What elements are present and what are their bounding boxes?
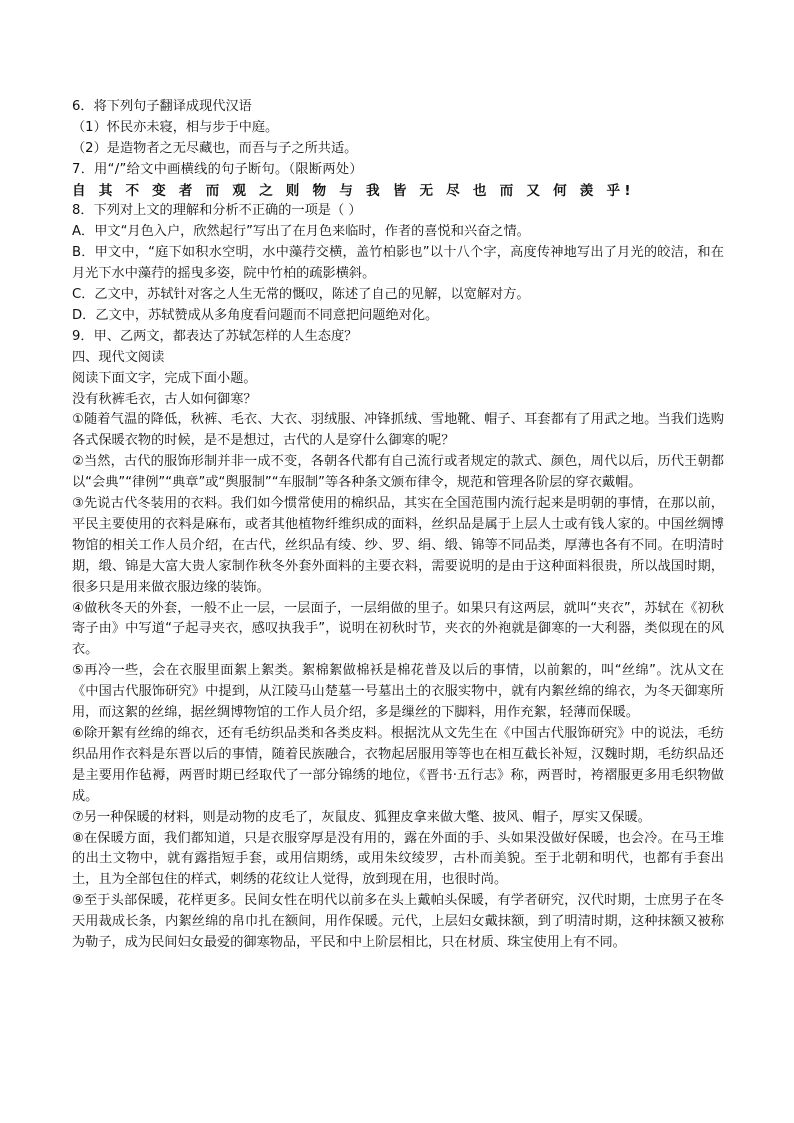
q6-item-1: （1）怀民亦未寝，相与步于中庭。 (72, 119, 279, 135)
q6-title: 6．将下列句子翻译成现代汉语 (72, 99, 252, 114)
q8-option-a: A．甲文“月色入户，欣然起行”写出了在月色来临时，作者的喜悦和兴奋之情。 (72, 224, 530, 240)
paragraph-7: ⑦另一种保暖的材料，则是动物的皮毛了，灰鼠皮、狐狸皮拿来做大氅、披风、帽子，厚实又保暖。 (72, 809, 651, 825)
paragraph-2: ②当然，古代的服饰形制并非一成不变，各朝各代都有自己流行或者规定的款式、颜色，周代以后，历代王朝都以“会典”“律例”“典章”或“舆服制”“车服制”等各种条文颁布律令，规范和管理各阶层的穿衣戴帽。 (72, 454, 724, 491)
q8-option-d: D．乙文中，苏轼赞成从多角度看问题而不同意把问题绝对化。 (72, 307, 439, 323)
paragraph-1: ①随着气温的降低，秋裤、毛衣、大衣、羽绒服、冲锋抓绒、雪地靴、帽子、耳套都有了用武之地。当我们选购各式保暖衣物的时候，是不是想过，古代的人是穿什么御寒的呢？ (72, 412, 724, 449)
q6-item-2: （2）是造物者之无尽藏也，而吾与子之所共适。 (72, 140, 358, 156)
paragraph-8: ⑧在保暖方面，我们都知道，只是衣服穿厚是没有用的，露在外面的手、头如果没做好保暖，也会冷。在马王堆的出土文物中，就有露指短手套，或用信期绣，或用朱纹绫罗，古朴而美貌。至于北朝和明代，也都有手套出土，且为全部包住的样式，刺绣的花纹让人觉得，放到现在用，也很时尚。 (72, 830, 724, 888)
instruction: 阅读下面文字，完成下面小题。 (72, 370, 257, 386)
q8-option-b: B．甲文中，“庭下如积水空明，水中藻荇交横，盖竹柏影也”以十八个字，高度传神地写出了月光的皎洁，和在月光下水中藻荇的摇曳多姿，院中竹柏的疏影横斜。 (72, 245, 724, 282)
paragraph-3: ③先说古代冬装用的衣料。我们如今惯常使用的棉织品，其实在全国范围内流行起来是明朝的事情，在那以前，平民主要使用的衣料是麻布，或者其他植物纤维织成的面料，丝织品是属于上层人士或有钱人家的。中国丝绸博物馆的相关工作人员介绍，在古代，丝织品有绫、纱、罗、绢、缎、锦等不同品类，厚薄也各有不同。在明清时期，缎、锦是大富大贵人家制作秋冬外套外面料的主要衣料，需要说明的是由于这种面料很贵，所以战国时期，很多只是用来做衣服边缘的装饰。 (72, 496, 724, 595)
q8-title: 8．下列对上文的理解和分析不正确的一项是（ ） (72, 203, 362, 219)
q7-sentence: 自 其 不 变 者 而 观 之 则 物 与 我 皆 无 尽 也 而 又 何 羡 乎! (72, 182, 635, 199)
q7-title-text: 7．用“/”给文中画横线的句子断句。（限断两处） (72, 161, 363, 177)
q8-option-c: C．乙文中，苏轼针对客之人生无常的慨叹，陈述了自己的见解，以宽解对方。 (72, 287, 530, 303)
paragraph-9: ⑨至于头部保暖，花样更多。民间女性在明代以前多在头上戴帕头保暖，有学者研究，汉代时期，士庶男子在冬天用裁成长条，内絮丝绵的帛巾扎在额间，用作保暖。元代，上层妇女戴抹额，到了明清时期，这种抹额又被称为勒子，成为民间妇女最爱的御寒物品，平民和中上阶层相比，只在材质、珠宝使用上有不同。 (72, 893, 724, 951)
document-page (72, 97, 724, 954)
article-title: 没有秋裤毛衣，古人如何御寒？ (72, 391, 257, 407)
section-title: 四、现代文阅读 (72, 349, 165, 365)
q9-title: 9．甲、乙两文，都表达了苏轼怎样的人生态度？ (72, 328, 358, 344)
paragraph-6: ⑥除开絮有丝绵的绵衣，还有毛纺织品类和各类皮料。根据沈从文先生在《中国古代服饰研究》中的说法，毛纺织品用作衣料是东晋以后的事情，随着民族融合，衣物起居服用等等也在相互截长补短，汉魏时期，毛纺织品还是主要用作毡褥，两晋时期已经取代了一部分锦绣的地位，《晋书·五行志》称，两晋时，袴褶服更多用毛织物做成。 (72, 725, 724, 804)
paragraph-4: ④做秋冬天的外套，一般不止一层，一层面子，一层绢做的里子。如果只有这两层，就叫“夹衣”，苏轼在《初秋寄子由》中写道“子起寻夹衣，感叹执我手”，说明在初秋时节，夹衣的外袍就是御寒的一大利器，类似现在的风衣。 (72, 600, 724, 658)
paragraph-5: ⑤再冷一些，会在衣服里面絮上絮类。絮棉絮做棉袄是棉花普及以后的事情，以前絮的，叫“丝绵”。沈从文在《中国古代服饰研究》中提到，从江陵马山楚墓一号墓出土的衣服实物中，就有内絮丝绵的绵衣，为冬天御寒所用，而这絮的丝绵，据丝绸博物馆的工作人员介绍，多是缫丝的下脚料，用作充絮，轻薄而保暖。 (72, 663, 724, 721)
q7-title (72, 160, 724, 181)
